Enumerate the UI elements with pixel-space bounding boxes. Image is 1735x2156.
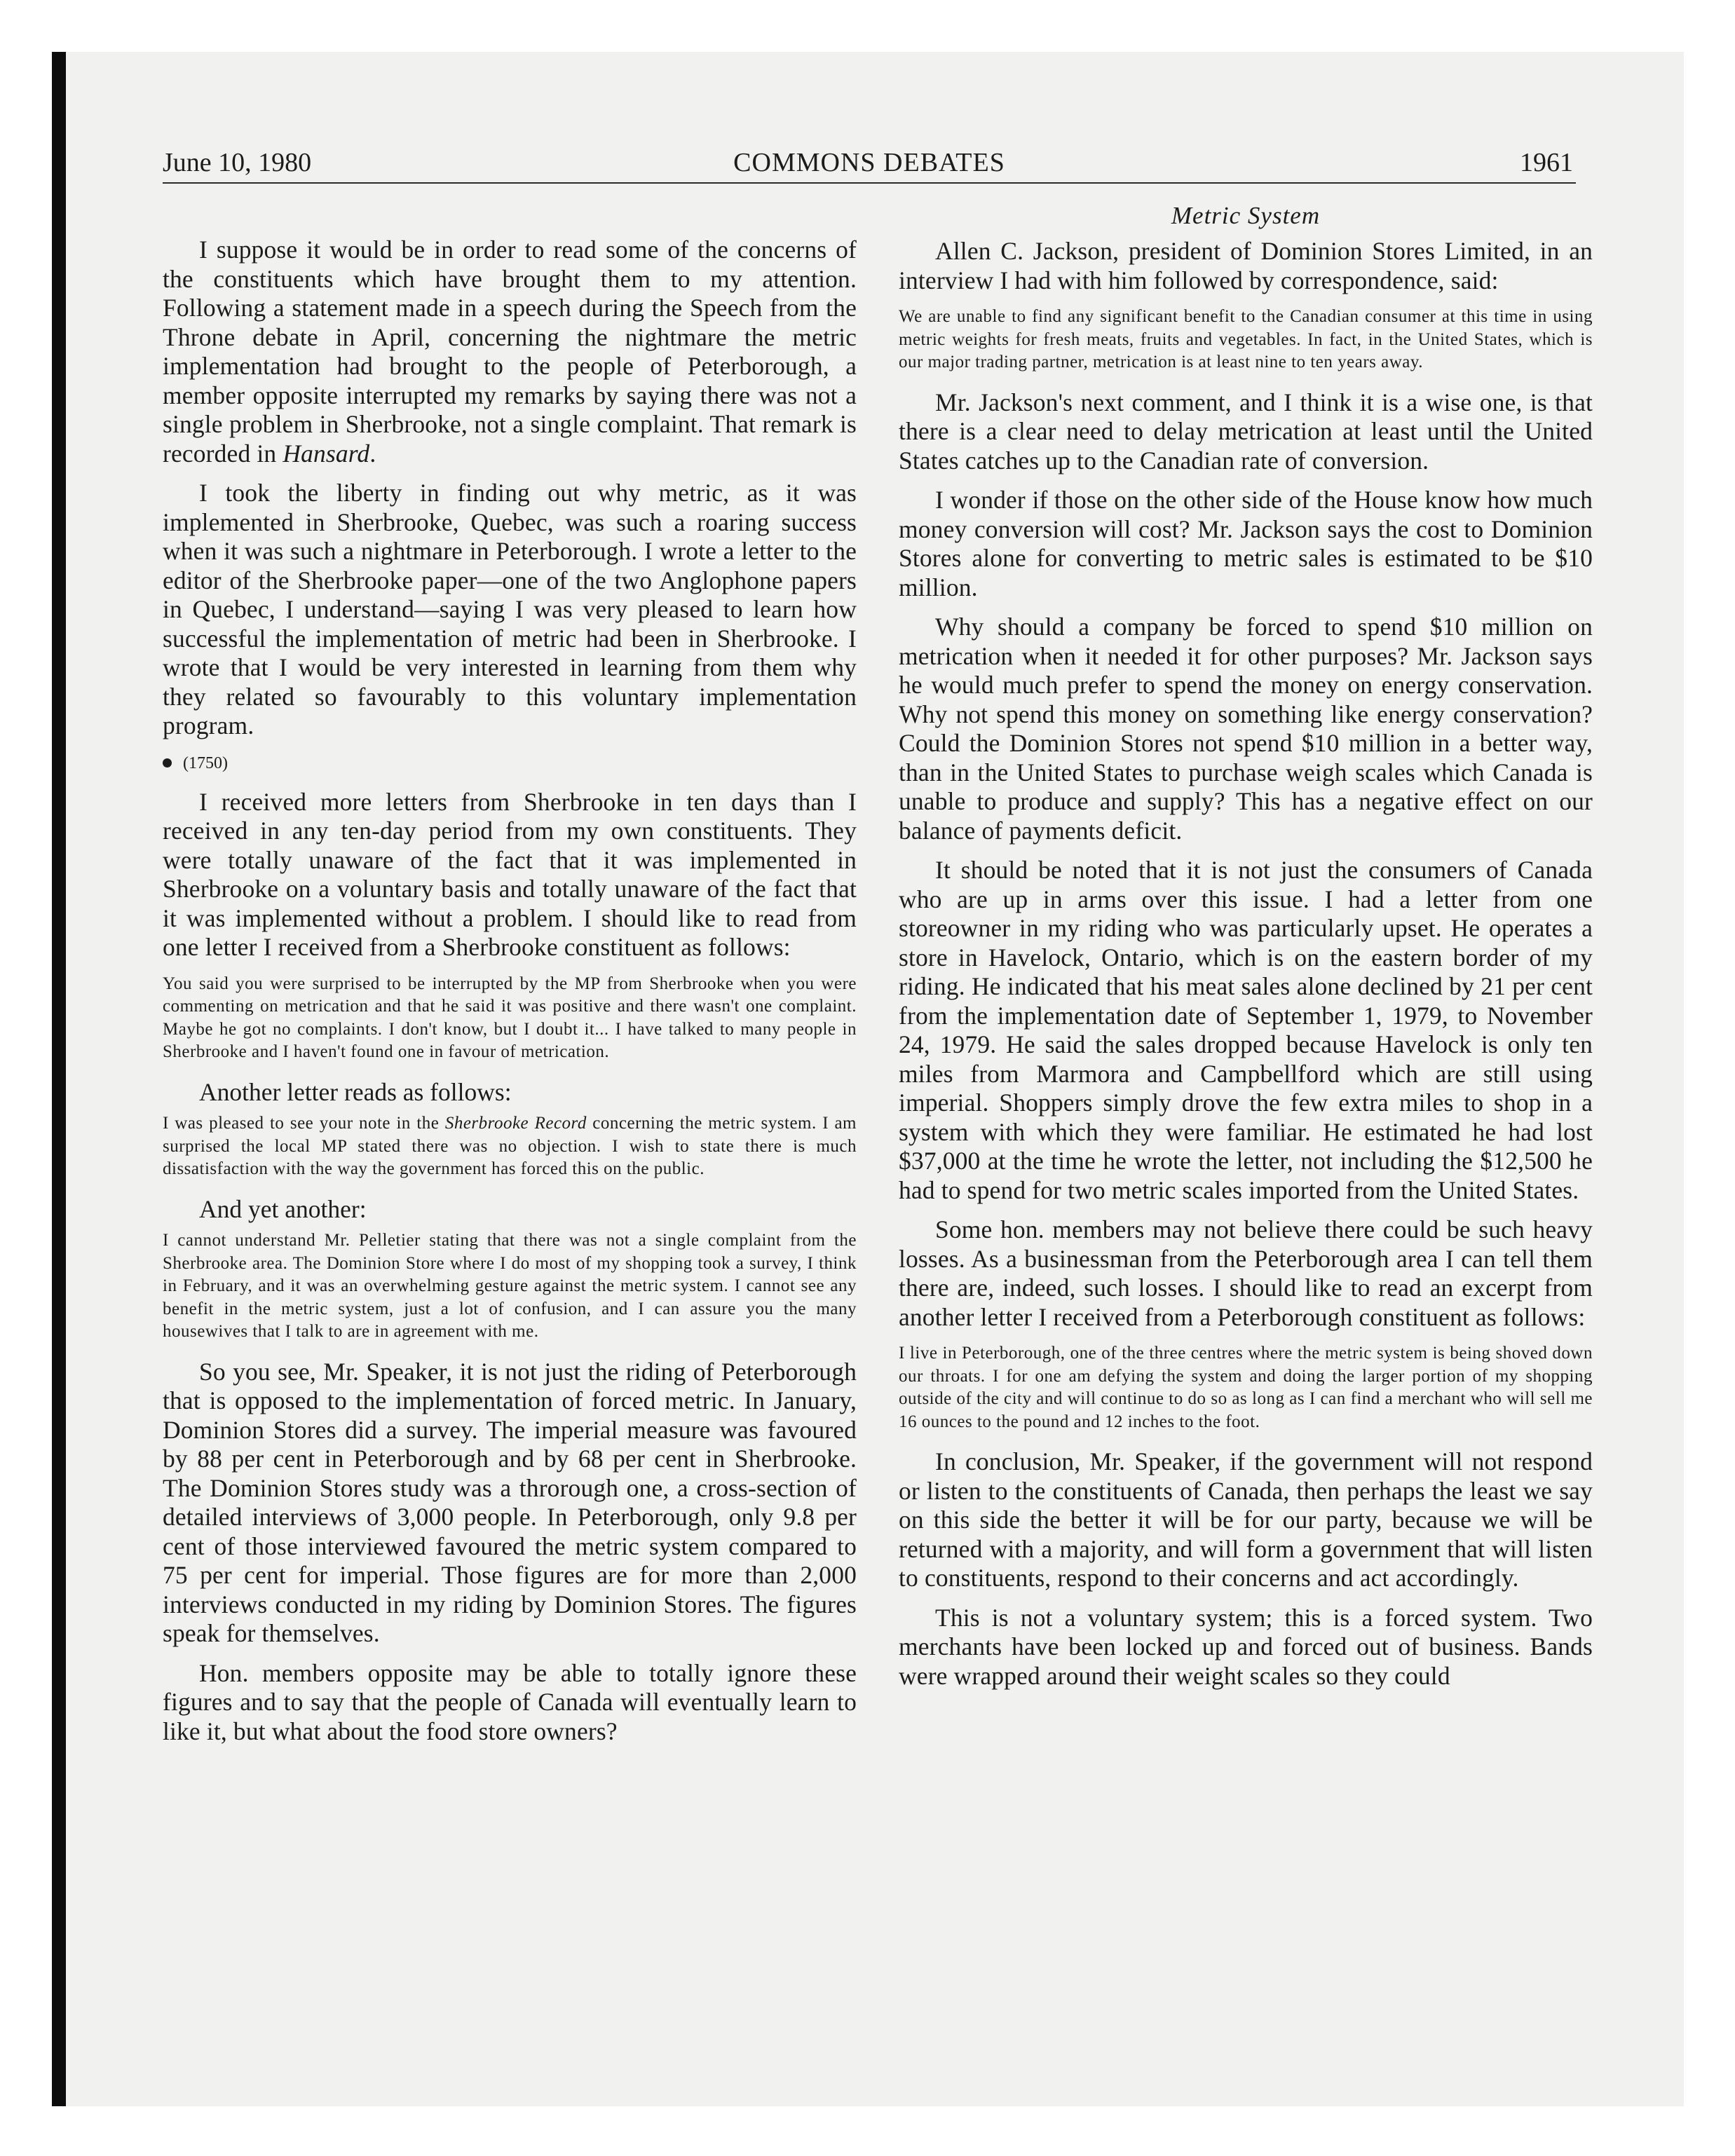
publication-name: Sherbrooke Record	[444, 1114, 587, 1133]
right-column	[899, 202, 1593, 1701]
paragraph	[163, 236, 857, 468]
paragraph: Hon. members opposite may be able to totally ignore these figures and to say that the people of Canada will eventually learn to like it, but what about the food store owners?	[163, 1658, 857, 1745]
quote-text: I was pleased to see your note in the	[163, 1114, 445, 1133]
paragraph: This is not a voluntary system; this is a forced system. Two merchants have been locked up and forced out of business. Bands were wrapped around their weight scales so they could	[899, 1603, 1593, 1690]
publication-title: COMMONS DEBATES	[733, 148, 1005, 177]
paragraph: I took the liberty in finding out why metric, as it was implemented in Sherbrooke, Quebec, was such a roaring success when it was such a nightmare in Peterborough. I wrote a letter to the editor of the Sherbrooke paper—one of the two Anglophone papers in Quebec, I understand—saying I was very pleased to learn how successful the implementation of metric had been in Sherbrooke. I wrote that I would be very interested in learning from them why they related so favourably to this voluntary implementation program.	[163, 479, 857, 739]
quoted-letter: You said you were surprised to be interrupted by the MP from Sherbrooke when you were commenting on metrication and that he said it was positive and there wasn't one complaint. Maybe he got no complaints. I don't know, but I doubt it... I have talked to many people in Sherbrooke and I haven't found one in favour of metrication.	[163, 974, 857, 1061]
quoted-letter: I live in Peterborough, one of the three centres where the metric system is being shoved down our throats. I for one am defying the system and doing the larger portion of my shopping outside of the city and will continue to do so as long as I can find a merchant who will sell me 16 ounces to the pound and 12 inches to the foot.	[899, 1344, 1593, 1431]
paragraph: I received more letters from Sherbrooke in ten days than I received in any ten-day period from my own constituents. They were totally unaware of the fact that it was implemented in Sherbrooke on a voluntary basis and totally unaware of the fact that it was implemented without a problem. I should like to read from one letter I received from a Sherbrooke constituent as follows:	[163, 787, 857, 961]
quoted-letter: We are unable to find any significant benefit to the Canadian consumer at this time in using metric weights for fresh meats, fruits and vegetables. In fact, in the United States, which is our major trading partner, metrication is at least nine to ten years away.	[899, 307, 1593, 371]
page-number: 1961	[1520, 148, 1573, 177]
paragraph: I wonder if those on the other side of the House know how much money conversion will cost? Mr. Jackson says the cost to Dominion Stores alone for converting to metric sales is estimated to be $10 million.	[899, 486, 1593, 601]
paragraph-text: I suppose it would be in order to read some of the concerns of the constituents which have brought them to my attention. Following a statement made in a speech during the Speech from the Throne debate in April, concerning the nightmare the metric implementation had brought to the people of Peterborough, a member opposite interrupted my remarks by saying there was not a single problem in Sherbrooke, not a single complaint. That remark is recorded in	[163, 236, 857, 468]
quoted-letter	[163, 1112, 857, 1181]
paragraph: Why should a company be forced to spend $10 million on metrication when it needed it for other purposes? Mr. Jackson says he would much prefer to spend the money on energy conservation. Why not spend this money on something like energy conservation? Could the Dominion Stores not spend $10 million in a better way, than in the United States to purchase weigh scales which Canada is unable to produce and supply? This has a negative effect on our balance of payments deficit.	[899, 613, 1593, 845]
quoted-letter: I cannot understand Mr. Pelletier stating that there was not a single complaint from the Sherbrooke area. The Dominion Store where I do most of my shopping took a survey, I think in February, and it was an overwhelming gesture against the metric system. I cannot see any benefit in the metric system, just a lot of confusion, and I can assure you the many housewives that I talk to are in agreement with me.	[163, 1231, 857, 1341]
quote-intro: And yet another:	[199, 1194, 367, 1223]
paragraph: So you see, Mr. Speaker, it is not just the riding of Peterborough that is opposed to the implementation of forced metric. In January, Dominion Stores did a survey. The imperial measure was favoured by 88 per cent in Peterborough and by 68 per cent in Sherbrooke. The Dominion Stores study was a throrough one, a cross-section of detailed interviews of 3,000 people. In Peterborough, only 9.8 per cent of those interviewed favoured the metric system compared to 75 per cent for imperial. Those figures are for more than 2,000 interviews conducted in my riding by Dominion Stores. The figures speak for themselves.	[163, 1357, 857, 1647]
scan-binding-edge	[52, 52, 66, 2106]
paragraph: Allen C. Jackson, president of Dominion Stores Limited, in an interview I had with him followed by correspondence, said:	[899, 237, 1593, 294]
section-heading: Metric System	[1171, 202, 1321, 229]
quote-intro: Another letter reads as follows:	[199, 1077, 512, 1106]
publication-name: Hansard	[283, 439, 370, 468]
timestamp-text: (1750)	[183, 753, 228, 772]
timestamp	[163, 751, 857, 775]
paragraph: Some hon. members may not believe there could be such heavy losses. As a businessman from the Peterborough area I can tell them there are, indeed, such losses. I should like to read an excerpt from another letter I received from a Peterborough constituent as follows:	[899, 1215, 1593, 1331]
paragraph: In conclusion, Mr. Speaker, if the government will not respond or listen to the constituents of Canada, then perhaps the least we say on this side the better it will be for our party, because we will be returned with a majority, and will form a government that will listen to constituents, respond to their concerns and act accordingly.	[899, 1447, 1593, 1592]
paragraph: Mr. Jackson's next comment, and I think it is a wise one, is that there is a clear need to delay metrication at least until the United States catches up to the Canadian rate of conversion.	[899, 388, 1593, 475]
quote-text: concerning the metric system. I am surprised the local MP stated there was no objection. I wish to state there is much dissatisfaction with the way the government has forced this on the public.	[163, 1114, 857, 1178]
issue-date: June 10, 1980	[163, 148, 312, 177]
paragraph: It should be noted that it is not just the consumers of Canada who are up in arms over this issue. I had a letter from one storeowner in my riding who was particularly upset. He operates a store in Havelock, Ontario, which is on the eastern border of my riding. He indicated that his meat sales alone declined by 21 per cent from the implementation date of September 1, 1979, to November 24, 1979. He said the sales dropped because Havelock is only ten miles from Marmora and Campbellford which are still using imperial. Shoppers simply drove the few extra miles to shop in a system with which they were familiar. He estimated he had lost $37,000 at the time he wrote the letter, not including the $12,500 he had to spend for two metric scales imported from the United States.	[899, 856, 1593, 1204]
bullet-icon	[163, 758, 172, 767]
left-column	[163, 202, 857, 1756]
page-header	[163, 146, 1576, 184]
paragraph-text: .	[369, 439, 376, 468]
